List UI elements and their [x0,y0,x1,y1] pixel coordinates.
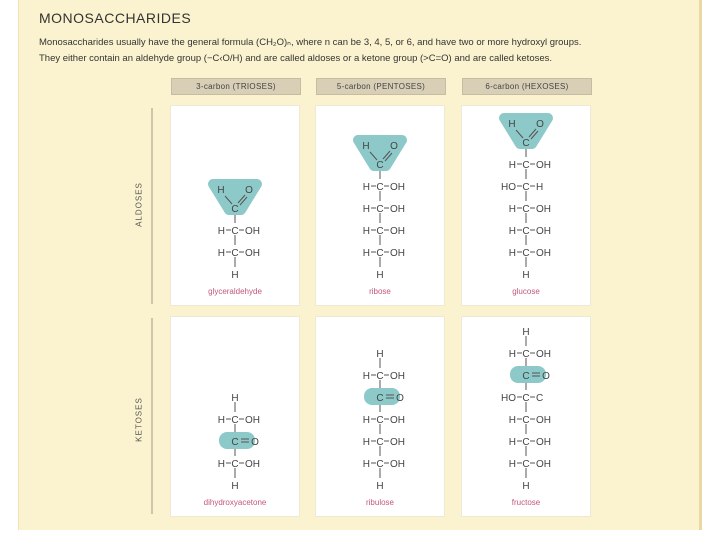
atom-label: O [536,119,544,130]
row-divider-ketoses [151,318,153,514]
atom-label: H [362,371,370,382]
column-header-pentoses: 5-carbon (PENTOSES) [316,78,446,95]
molecule-panel-fructose [462,317,590,516]
atom-label: OH [390,415,405,426]
atom-label: H [362,141,370,152]
atom-label: H [217,185,225,196]
atom-label: OH [536,415,551,426]
atom-label: HO [501,393,516,404]
atom-label: H [522,327,530,338]
atom-label: H [508,204,516,215]
atom-label: O [251,437,259,448]
atom-label: OH [390,437,405,448]
atom-label: OH [390,182,405,193]
molecule-name: fructose [511,498,541,507]
atom-label: O [542,371,550,382]
intro-line-2: They either contain an aldehyde group (−C‹O/H) and are called aldoses or a ketone group (>C=O) and are called ketoses. [39,53,553,64]
atom-label: C [522,226,530,237]
structure-fructose [462,317,590,516]
atom-label: OH [536,160,551,171]
atom-label: H [217,226,225,237]
atom-label: H [376,349,384,360]
atom-label: C [376,437,384,448]
atom-label: C [231,204,239,215]
atom-label: H [362,415,370,426]
molecule-panel-glucose [462,106,590,305]
atom-label: H [508,437,516,448]
atom-label: O [390,141,398,152]
atom-label: H [217,459,225,470]
atom-label: H [508,119,516,130]
atom-label: C [522,138,530,149]
atom-label: H [231,481,239,492]
atom-label: H [508,248,516,259]
atom-label: OH [536,248,551,259]
atom-label: H [508,226,516,237]
atom-label: OH [245,415,260,426]
atom-label: OH [390,248,405,259]
atom-label: H [522,270,530,281]
atom-label: C [522,160,530,171]
atom-label: C [376,415,384,426]
atom-label: H [362,226,370,237]
structure-ribose [316,106,444,305]
atom-label: O [245,185,253,196]
atom-label: H [508,415,516,426]
atom-label: H [376,481,384,492]
molecule-panel-ribose [316,106,444,305]
atom-label: OH [536,204,551,215]
atom-label: O [396,393,404,404]
atom-label: C [231,459,239,470]
atom-label: OH [390,204,405,215]
atom-label: OH [245,248,260,259]
molecule-name: glyceraldehyde [208,287,262,296]
atom-label: C [231,226,239,237]
atom-label: OH [390,226,405,237]
structure-glyceraldehyde [171,106,299,305]
atom-label: C [522,204,530,215]
atom-label: C [376,459,384,470]
page-title: MONOSACCHARIDES [39,10,192,26]
row-label-aldoses: ALDOSES [134,182,144,227]
atom-label: C [522,248,530,259]
structure-dihydroxyacetone [171,317,299,516]
intro-line-1: Monosaccharides usually have the general formula (CH₂O)ₙ, where n can be 3, 4, 5, or 6, and have two or more hydroxyl groups. [39,37,582,48]
molecule-panel-glyceraldehyde [171,106,299,305]
column-header-hexoses: 6-carbon (HEXOSES) [462,78,592,95]
atom-label: C [522,415,530,426]
textbook-page [18,0,702,530]
atom-label: OH [390,371,405,382]
atom-label: C [376,204,384,215]
atom-label: H [362,182,370,193]
molecule-panel-ribulose [316,317,444,516]
atom-label: C [536,393,544,404]
atom-label: OH [390,459,405,470]
row-label-ketoses: KETOSES [134,397,144,442]
molecule-panel-dihydroxyacetone [171,317,299,516]
atom-label: C [522,459,530,470]
atom-label: OH [536,437,551,448]
atom-label: H [362,248,370,259]
atom-label: H [217,415,225,426]
atom-label: H [217,248,225,259]
atom-label: HO [501,182,516,193]
row-divider-aldoses [151,108,153,304]
atom-label: C [376,226,384,237]
atom-label: C [522,182,530,193]
atom-label: H [522,481,530,492]
atom-label: OH [536,459,551,470]
structure-ribulose [316,317,444,516]
molecule-name: ribose [369,287,391,296]
molecule-name: dihydroxyacetone [203,498,267,507]
atom-label: OH [245,226,260,237]
atom-label: OH [536,226,551,237]
atom-label: C [376,248,384,259]
atom-label: C [522,349,530,360]
atom-label: C [522,393,530,404]
atom-label: C [522,371,530,382]
molecule-name: ribulose [365,498,395,507]
atom-label: C [376,371,384,382]
atom-label: H [508,349,516,360]
atom-label: H [362,459,370,470]
atom-label: C [231,437,239,448]
atom-label: C [376,393,384,404]
atom-label: H [536,182,544,193]
atom-label: C [231,415,239,426]
atom-label: H [231,393,239,404]
atom-label: H [508,160,516,171]
atom-label: H [362,437,370,448]
column-header-trioses: 3-carbon (TRIOSES) [171,78,301,95]
atom-label: H [376,270,384,281]
molecule-name: glucose [512,287,540,296]
atom-label: H [362,204,370,215]
atom-label: C [376,182,384,193]
atom-label: C [376,160,384,171]
atom-label: H [231,270,239,281]
atom-label: H [508,459,516,470]
atom-label: OH [245,459,260,470]
atom-label: C [231,248,239,259]
atom-label: OH [536,349,551,360]
structure-glucose [462,106,590,305]
atom-label: C [522,437,530,448]
